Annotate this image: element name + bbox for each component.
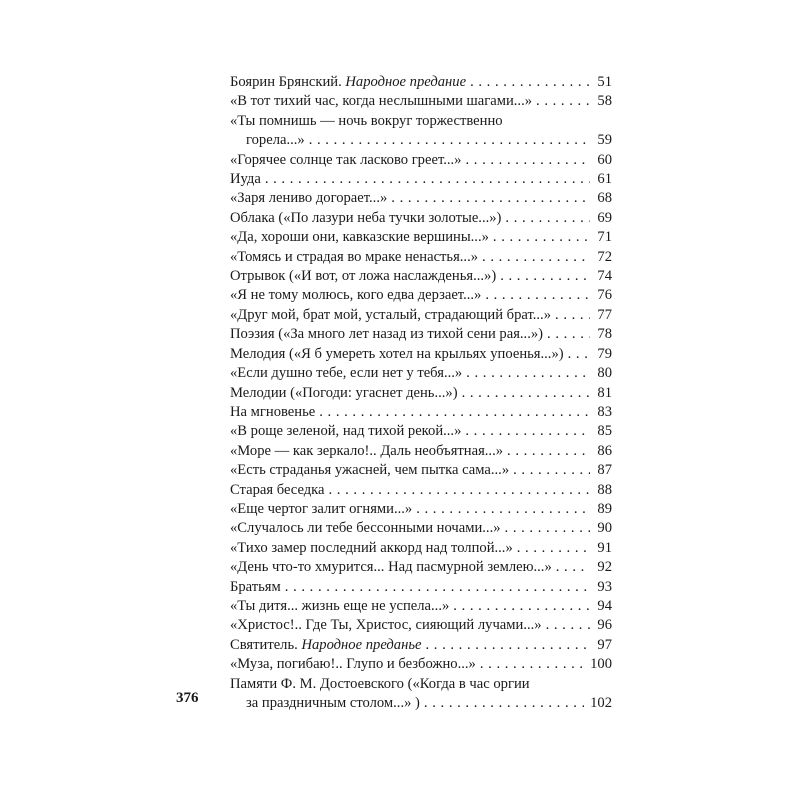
entry-page: 94 [597, 597, 612, 614]
entry-title: «День что-то хмурится... Над пасмурной землею...» [230, 559, 552, 576]
entry-page: 96 [597, 617, 612, 634]
leader-dots [470, 73, 590, 92]
leader-dots [485, 286, 590, 305]
toc-entry [230, 616, 612, 635]
entry-page: 91 [597, 539, 612, 556]
entry-title: Святитель. [230, 636, 302, 653]
entry-title: «Ты дитя... жизнь еще не успела...» [230, 597, 450, 614]
entry-page: 83 [597, 403, 612, 420]
leader-dots [465, 422, 590, 441]
leader-dots [547, 325, 590, 344]
leader-dots [265, 170, 590, 189]
entry-title: «Тихо замер последний аккорд над толпой...» [230, 539, 513, 556]
leader-dots [500, 267, 590, 286]
toc-entry [230, 384, 612, 403]
leader-dots [505, 519, 590, 538]
entry-title: «Случалось ли тебе бессонными ночами...» [230, 520, 501, 537]
toc-entry [230, 597, 612, 616]
toc-entry [230, 442, 612, 461]
entry-page: 100 [590, 656, 612, 673]
toc-entry [230, 636, 612, 655]
toc-entry [230, 189, 612, 208]
toc-entry [230, 403, 612, 422]
entry-title: Мелодии («Погоди: угаснет день...») [230, 384, 458, 401]
entry-page: 79 [597, 345, 612, 362]
entry-page: 72 [597, 248, 612, 265]
entry-title: «В тот тихий час, когда неслышными шагами...» [230, 93, 533, 110]
entry-page: 92 [597, 559, 612, 576]
entry-title: Боярин Брянский. [230, 74, 346, 90]
leader-dots [425, 636, 590, 655]
entry-page: 102 [590, 695, 612, 711]
entry-title: «Горячее солнце так ласково греет...» [230, 151, 462, 168]
entry-page: 78 [597, 326, 612, 343]
entry-title: «В роще зеленой, над тихой рекой...» [230, 423, 462, 440]
toc-entry [230, 228, 612, 247]
entry-page: 71 [597, 229, 612, 246]
entry-title: Мелодия («Я б умереть хотел на крыльях упоенья...») [230, 345, 564, 362]
toc-entry [230, 92, 612, 111]
entry-page: 51 [597, 74, 612, 90]
leader-dots [466, 364, 590, 383]
leader-dots [513, 461, 590, 480]
toc-entry [230, 675, 612, 714]
table-of-contents [230, 73, 612, 713]
toc-entry [230, 267, 612, 286]
entry-page: 59 [597, 132, 612, 149]
entry-page: 97 [597, 636, 612, 653]
leader-dots [555, 306, 590, 325]
entry-page: 61 [597, 171, 612, 188]
toc-entry [230, 578, 612, 597]
leader-dots [493, 228, 590, 247]
entry-page: 90 [597, 520, 612, 537]
entry-page: 58 [597, 93, 612, 110]
toc-entry [230, 500, 612, 519]
entry-page: 60 [597, 151, 612, 168]
entry-page: 87 [597, 462, 612, 479]
leader-dots [285, 578, 590, 597]
entry-title: «Есть страданья ужасней, чем пытка сама...» [230, 462, 510, 479]
leader-dots [568, 345, 590, 364]
leader-dots [465, 151, 590, 170]
entry-title: «Море — как зеркало!.. Даль необъятная...» [230, 442, 504, 459]
leader-dots [546, 616, 590, 635]
toc-entry [230, 325, 612, 344]
entry-page: 81 [597, 384, 612, 401]
leader-dots [505, 209, 590, 228]
entry-page: 89 [597, 500, 612, 517]
toc-entry [230, 558, 612, 577]
toc-entry [230, 73, 612, 92]
entry-title: «Да, хороши они, кавказские вершины...» [230, 229, 489, 246]
toc-entry [230, 539, 612, 558]
leader-dots [319, 403, 590, 422]
entry-title: «Христос!.. Где Ты, Христос, сияющий лучами...» [230, 617, 542, 634]
entry-title: Поэзия («За много лет назад из тихой сени рая...») [230, 326, 544, 343]
entry-page: 88 [597, 481, 612, 498]
entry-page: 76 [597, 287, 612, 304]
leader-dots [424, 694, 584, 713]
entry-title-line2: за праздничным столом...» ) [246, 695, 420, 711]
leader-dots [480, 655, 584, 674]
entry-page: 69 [597, 209, 612, 226]
toc-entry [230, 112, 612, 151]
leader-dots [517, 539, 590, 558]
toc-entry [230, 151, 612, 170]
entry-page: 68 [597, 190, 612, 207]
entry-title: «Если душно тебе, если нет у тебя...» [230, 365, 463, 382]
leader-dots [462, 384, 590, 403]
entry-page: 85 [597, 423, 612, 440]
entry-title: Старая беседка [230, 481, 325, 498]
leader-dots [507, 442, 590, 461]
entry-subtitle: Народное предание [345, 74, 467, 90]
leader-dots [536, 92, 590, 111]
toc-entry [230, 481, 612, 500]
page-number: 376 [176, 690, 199, 706]
entry-title: Отрывок («И вот, от ложа наслажденья...») [230, 268, 497, 285]
entry-title: «Я не тому молюсь, кого едва дерзает...» [230, 287, 482, 304]
toc-entry [230, 422, 612, 441]
entry-title: Иуда [230, 171, 261, 188]
leader-dots [416, 500, 590, 519]
toc-entry [230, 364, 612, 383]
entry-title: «Муза, погибаю!.. Глупо и безбожно...» [230, 656, 476, 673]
entry-title: «Томясь и страдая во мраке ненастья...» [230, 248, 479, 265]
entry-title: На мгновенье [230, 403, 316, 420]
toc-entry [230, 461, 612, 480]
toc-entry [230, 248, 612, 267]
entry-title-line2: горела...» [246, 132, 305, 149]
leader-dots [329, 481, 591, 500]
leader-dots [309, 131, 590, 150]
entry-page: 77 [597, 306, 612, 323]
toc-entry [230, 655, 612, 674]
leader-dots [391, 189, 590, 208]
entry-page: 74 [597, 268, 612, 285]
entry-title: «Еще чертог залит огнями...» [230, 500, 413, 517]
toc-entry [230, 286, 612, 305]
toc-entry [230, 345, 612, 364]
entry-page: 86 [597, 442, 612, 459]
entry-subtitle: Народное преданье [301, 636, 422, 653]
entry-title: Братьям [230, 578, 281, 595]
entry-title-line1: «Ты помнишь — ночь вокруг торжественно [230, 112, 503, 129]
entry-title-line1: Памяти Ф. М. Достоевского («Когда в час оргии [230, 675, 530, 692]
toc-entry [230, 306, 612, 325]
entry-page: 80 [597, 365, 612, 382]
entry-title: «Друг мой, брат мой, усталый, страдающий брат...» [230, 306, 552, 323]
entry-title: «Заря лениво догорает...» [230, 190, 388, 207]
leader-dots [556, 558, 590, 577]
entry-page: 93 [597, 578, 612, 595]
leader-dots [453, 597, 590, 616]
leader-dots [482, 248, 590, 267]
toc-entry [230, 170, 612, 189]
toc-entry [230, 209, 612, 228]
toc-entry [230, 519, 612, 538]
entry-title: Облака («По лазури неба тучки золотые...») [230, 209, 502, 226]
